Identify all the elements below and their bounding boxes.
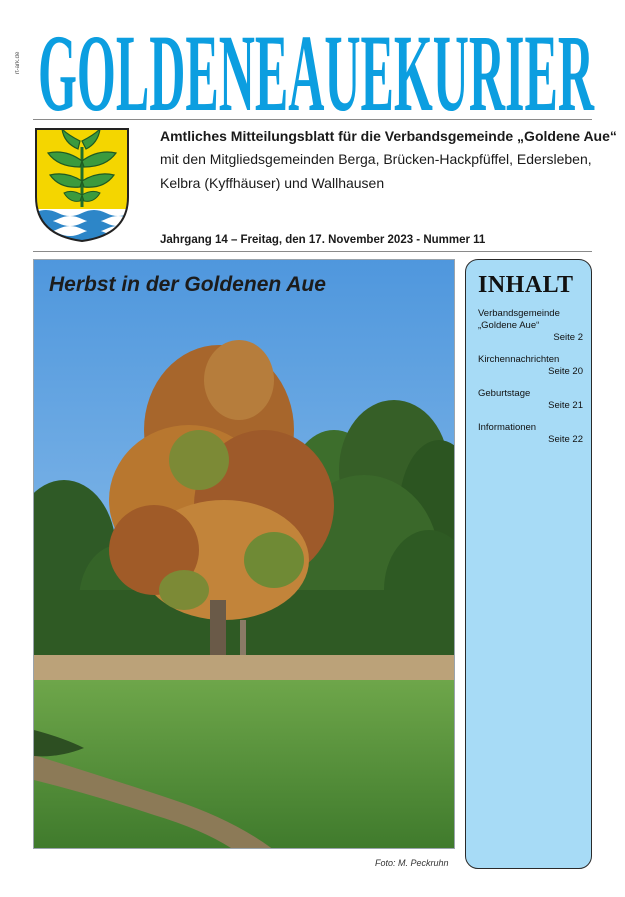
toc-item-page: Seite 2 [553,332,583,343]
header-top-rule [33,119,592,120]
photo-credit: Foto: M. Peckruhn [375,858,449,868]
toc-item-kirchennachrichten [478,354,586,378]
issue-line: Jahrgang 14 – Freitag, den 17. November 2023 - Nummer 11 [160,234,486,246]
cover-title: Herbst in der Goldenen Aue [49,273,326,296]
toc-item-page: Seite 22 [548,434,583,445]
toc-item-label: Geburtstage [478,388,531,399]
toc-item-label: Informationen [478,422,537,433]
masthead-title-text: GOLDENEAUEKURIER [38,22,595,114]
cover-photo [33,259,455,849]
masthead-title [38,22,598,114]
header-bottom-rule [33,251,592,252]
side-tag: rt-ark.de [15,51,21,74]
toc-item-page: Seite 20 [548,366,583,377]
toc-item-informationen [478,422,586,446]
table-of-contents [465,259,592,869]
member-municipalities-line-1: mit den Mitgliedsgemeinden Berga, Brücken-Hackpfüffel, Edersleben, [160,151,592,167]
member-municipalities-line-2: Kelbra (Kyffhäuser) und Wallhausen [160,175,385,191]
toc-item-label: Kirchennachrichten [478,354,560,365]
toc-item-geburtstage [478,388,586,412]
publication-subtitle: Amtliches Mitteilungsblatt für die Verbandsgemeinde „Goldene Aue“ [160,128,617,144]
toc-item-verbandsgemeinde [478,308,586,344]
toc-title: INHALT [478,272,574,298]
toc-item-label: Verbandsgemeinde „Goldene Aue“ [478,308,560,331]
coat-of-arms-icon [34,127,130,243]
toc-item-page: Seite 21 [548,400,583,411]
